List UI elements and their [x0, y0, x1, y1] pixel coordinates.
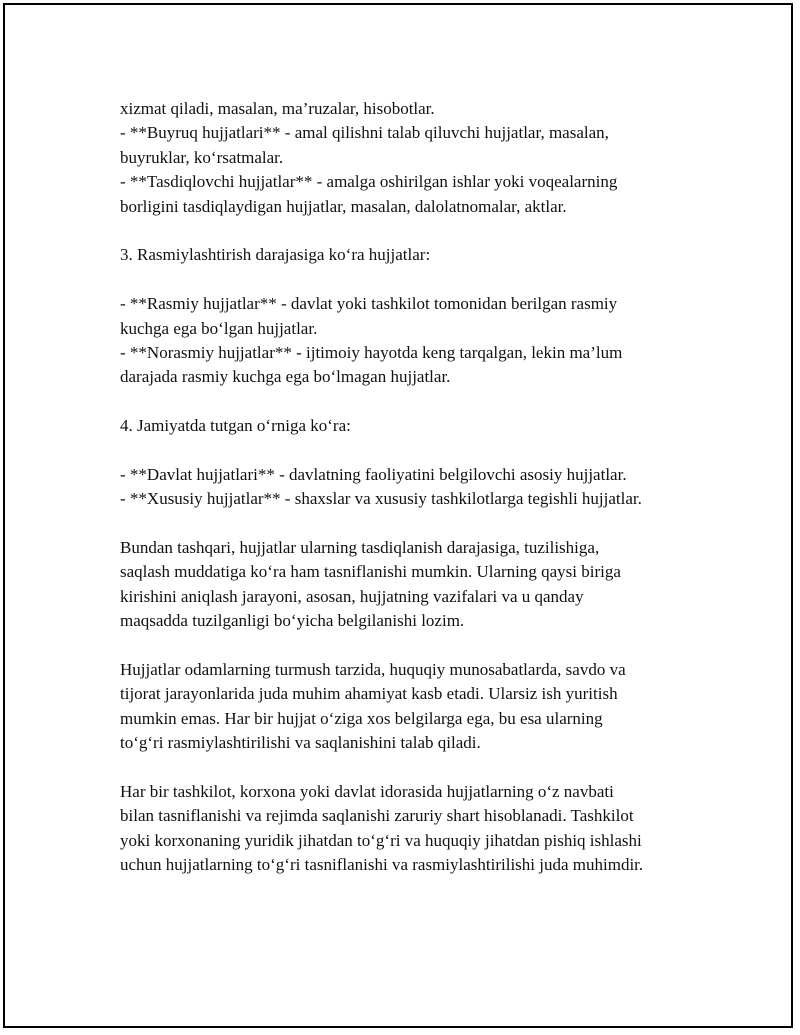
paragraph-classification: [120, 536, 720, 634]
text-line: bilan tasniflanishi va rejimda saqlanishi zaruriy shart hisoblanadi. Tashkilot: [120, 806, 634, 826]
paragraph-spacer: [120, 512, 720, 536]
paragraph-organizations: [120, 780, 720, 878]
paragraph-spacer: [120, 268, 720, 292]
text-line: tijorat jarayonlarida juda muhim ahamiyat kasb etadi. Ularsiz ish yuritish: [120, 684, 618, 704]
text-line: kuchga ega bo‘lgan hujjatlar.: [120, 318, 318, 338]
paragraph-importance: [120, 658, 720, 756]
text-line: Har bir tashkilot, korxona yoki davlat idorasida hujjatlarning o‘z navbati: [120, 781, 614, 801]
paragraph-formality-list: [120, 292, 720, 390]
text-line: to‘g‘ri rasmiylashtirilishi va saqlanishini talab qiladi.: [120, 733, 481, 753]
text-line: Hujjatlar odamlarning turmush tarzida, huquqiy munosabatlarda, savdo va: [120, 659, 626, 679]
text-line: - **Tasdiqlovchi hujjatlar** - amalga oshirilgan ishlar yoki voqealarning: [120, 172, 618, 192]
paragraph-society-list: [120, 463, 720, 512]
paragraph-spacer: [120, 390, 720, 414]
text-line: uchun hujjatlarning to‘g‘ri tasniflanishi va rasmiylashtirilishi juda muhimdir.: [120, 855, 644, 875]
text-line: mumkin emas. Har bir hujjat o‘ziga xos belgilarga ega, bu esa ularning: [120, 708, 603, 728]
text-line: kirishini aniqlash jarayoni, asosan, hujjatning vazifalari va u qanday: [120, 586, 584, 606]
text-line: saqlash muddatiga ko‘ra ham tasniflanishi mumkin. Ularning qaysi biriga: [120, 562, 621, 582]
paragraph-spacer: [120, 219, 720, 243]
text-line: - **Davlat hujjatlari** - davlatning faoliyatini belgilovchi asosiy hujjatlar.: [120, 464, 627, 484]
text-line: Bundan tashqari, hujjatlar ularning tasdiqlanish darajasiga, tuzilishiga,: [120, 538, 600, 558]
document-body: [120, 97, 720, 878]
paragraph-document-types-end: [120, 97, 720, 219]
text-line: yoki korxonaning yuridik jihatdan to‘g‘ri va huquqiy jihatdan pishiq ishlashi: [120, 830, 642, 850]
text-line: - **Buyruq hujjatlari** - amal qilishni talab qiluvchi hujjatlar, masalan,: [120, 123, 609, 143]
text-line: borligini tasdiqlaydigan hujjatlar, masalan, dalolatnomalar, aktlar.: [120, 196, 567, 216]
paragraph-spacer: [120, 756, 720, 780]
text-line: darajada rasmiy kuchga ega bo‘lmagan hujjatlar.: [120, 367, 451, 387]
paragraph-spacer: [120, 634, 720, 658]
text-line: - **Xususiy hujjatlar** - shaxslar va xususiy tashkilotlarga tegishli hujjatlar.: [120, 489, 642, 509]
section-heading-3: [120, 243, 720, 267]
document-page: [3, 3, 793, 1028]
text-line: maqsadda tuzilganligi bo‘yicha belgilanishi lozim.: [120, 611, 465, 631]
text-line: 4. Jamiyatda tutgan o‘rniga ko‘ra:: [120, 416, 351, 436]
text-line: - **Rasmiy hujjatlar** - davlat yoki tashkilot tomonidan berilgan rasmiy: [120, 294, 618, 314]
text-line: 3. Rasmiylashtirish darajasiga ko‘ra hujjatlar:: [120, 245, 431, 265]
text-line: buyruklar, ko‘rsatmalar.: [120, 147, 284, 167]
text-line: - **Norasmiy hujjatlar** - ijtimoiy hayotda keng tarqalgan, lekin ma’lum: [120, 342, 623, 362]
text-line: xizmat qiladi, masalan, ma’ruzalar, hisobotlar.: [120, 99, 435, 118]
paragraph-spacer: [120, 438, 720, 462]
section-heading-4: [120, 414, 720, 438]
